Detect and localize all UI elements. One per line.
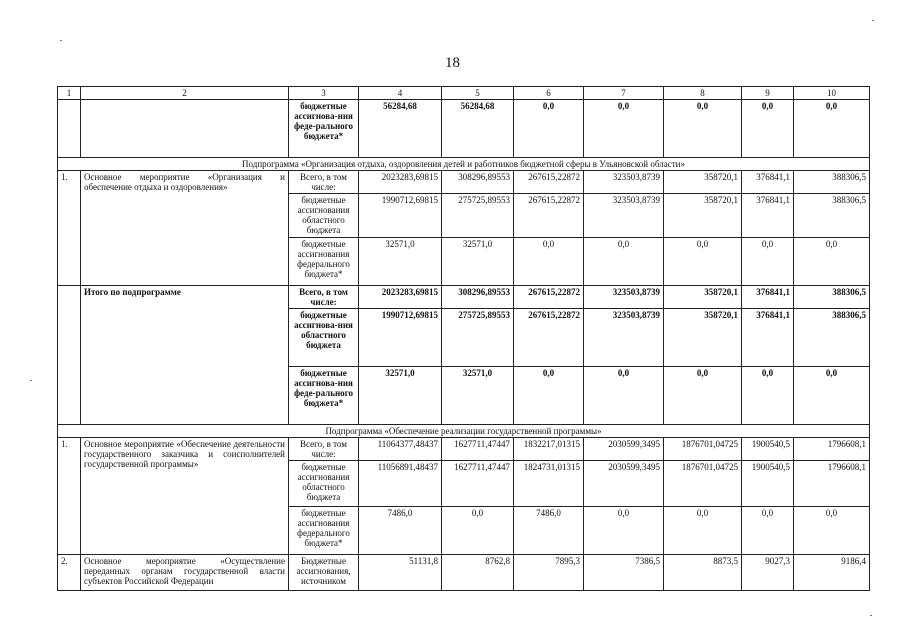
value-cell: 358720,1 xyxy=(664,171,742,194)
value-cell: 11064377,48437 xyxy=(359,438,442,461)
col-num: 9 xyxy=(742,87,794,100)
value-cell: 388306,5 xyxy=(794,194,870,238)
scan-speck xyxy=(872,20,874,21)
activity-name: Основное мероприятие «Организация и обеспечение отдыха и оздоровления» xyxy=(81,171,289,286)
value-cell: 267615,22872 xyxy=(514,194,584,238)
value-cell: 1900540,5 xyxy=(742,438,794,461)
table-row xyxy=(58,100,870,158)
value-cell: 1796608,1 xyxy=(794,438,870,461)
value-cell: 376841,1 xyxy=(742,171,794,194)
col-num: 3 xyxy=(289,87,359,100)
col-num: 4 xyxy=(359,87,442,100)
value-cell: 308296,89553 xyxy=(442,171,514,194)
value-cell: 1900540,5 xyxy=(742,461,794,507)
table-row xyxy=(58,438,870,461)
col-num: 6 xyxy=(514,87,584,100)
empty-cell xyxy=(58,286,81,425)
scan-speck xyxy=(870,615,872,616)
value-cell: 1876701,04725 xyxy=(664,461,742,507)
source-label: бюджетные ассигнования федерального бюджета* xyxy=(289,238,359,286)
subprogram-title: Подпрограмма «Обеспечение реализации государственной программы» xyxy=(58,425,870,438)
value-cell: 388306,5 xyxy=(794,171,870,194)
row-number: 2. xyxy=(58,555,81,591)
source-label: бюджетные ассигнования областного бюджета xyxy=(289,194,359,238)
value-cell: 0,0 xyxy=(794,238,870,286)
col-num: 5 xyxy=(442,87,514,100)
value-cell: 1876701,04725 xyxy=(664,438,742,461)
value-cell: 32571,0 xyxy=(359,238,442,286)
value-cell: 2030599,3495 xyxy=(584,461,664,507)
value-cell: 0,0 xyxy=(742,238,794,286)
value-cell: 358720,1 xyxy=(664,309,742,367)
value-cell: 1832217,01315 xyxy=(514,438,584,461)
value-cell: 0,0 xyxy=(442,507,514,555)
value-cell: 7895,3 xyxy=(514,555,584,591)
col-num: 8 xyxy=(664,87,742,100)
empty-cell xyxy=(58,100,81,158)
col-num: 7 xyxy=(584,87,664,100)
value-cell: 0,0 xyxy=(584,238,664,286)
value-cell: 1627711,47447 xyxy=(442,461,514,507)
value-cell: 358720,1 xyxy=(664,286,742,309)
value-cell: 0,0 xyxy=(514,100,584,158)
value-cell: 0,0 xyxy=(584,507,664,555)
value-cell: 376841,1 xyxy=(742,309,794,367)
value-cell: 51131,8 xyxy=(359,555,442,591)
source-label: бюджетные ассигнования федерального бюджета* xyxy=(289,507,359,555)
scan-speck xyxy=(60,40,62,41)
value-cell: 376841,1 xyxy=(742,194,794,238)
col-num: 1 xyxy=(58,87,81,100)
value-cell: 358720,1 xyxy=(664,194,742,238)
value-cell: 8873,5 xyxy=(664,555,742,591)
value-cell: 0,0 xyxy=(514,367,584,425)
subprogram-row xyxy=(58,158,870,171)
value-cell: 267615,22872 xyxy=(514,171,584,194)
value-cell: 0,0 xyxy=(514,238,584,286)
value-cell: 308296,89553 xyxy=(442,286,514,309)
value-cell: 9027,3 xyxy=(742,555,794,591)
value-cell: 1796608,1 xyxy=(794,461,870,507)
value-cell: 0,0 xyxy=(742,100,794,158)
col-num: 10 xyxy=(794,87,870,100)
value-cell: 1990712,69815 xyxy=(359,309,442,367)
value-cell: 7386,5 xyxy=(584,555,664,591)
value-cell: 0,0 xyxy=(794,507,870,555)
value-cell: 7486,0 xyxy=(514,507,584,555)
value-cell: 0,0 xyxy=(664,367,742,425)
budget-table xyxy=(57,86,870,591)
value-cell: 0,0 xyxy=(742,507,794,555)
value-cell: 0,0 xyxy=(794,100,870,158)
value-cell: 56284,68 xyxy=(442,100,514,158)
value-cell: 267615,22872 xyxy=(514,286,584,309)
value-cell: 0,0 xyxy=(584,367,664,425)
page-number: 18 xyxy=(445,55,460,71)
value-cell: 32571,0 xyxy=(442,367,514,425)
value-cell: 0,0 xyxy=(742,367,794,425)
value-cell: 1990712,69815 xyxy=(359,194,442,238)
value-cell: 0,0 xyxy=(794,367,870,425)
value-cell: 0,0 xyxy=(664,238,742,286)
value-cell: 32571,0 xyxy=(442,238,514,286)
value-cell: 2023283,69815 xyxy=(359,171,442,194)
value-cell: 323503,8739 xyxy=(584,194,664,238)
value-cell: 323503,8739 xyxy=(584,171,664,194)
value-cell: 275725,89553 xyxy=(442,309,514,367)
value-cell: 2030599,3495 xyxy=(584,438,664,461)
value-cell: 0,0 xyxy=(584,100,664,158)
table-row xyxy=(58,171,870,194)
row-number: 1. xyxy=(58,171,81,286)
empty-cell xyxy=(81,100,289,158)
value-cell: 0,0 xyxy=(664,100,742,158)
table-row xyxy=(58,286,870,309)
source-label: Всего, в том числе: xyxy=(289,286,359,309)
value-cell: 9186,4 xyxy=(794,555,870,591)
value-cell: 323503,8739 xyxy=(584,286,664,309)
col-num: 2 xyxy=(81,87,289,100)
value-cell: 1824731,01315 xyxy=(514,461,584,507)
activity-name: Основное мероприятие «Обеспечение деятельности государственного заказчика и соисполнителей государственной программы» xyxy=(81,438,289,555)
value-cell: 32571,0 xyxy=(359,367,442,425)
scan-speck xyxy=(30,380,32,381)
value-cell: 267615,22872 xyxy=(514,309,584,367)
source-label: бюджетные ассигнова-ния феде-рального бюджета* xyxy=(289,100,359,158)
value-cell: 56284,68 xyxy=(359,100,442,158)
source-label: Бюджетные ассигнования, источником xyxy=(289,555,359,591)
value-cell: 11056891,48437 xyxy=(359,461,442,507)
source-label: бюджетные ассигнова-ния феде-рального бюджета* xyxy=(289,367,359,425)
row-number: 1. xyxy=(58,438,81,555)
value-cell: 0,0 xyxy=(664,507,742,555)
source-label: бюджетные ассигнова-ния областного бюджета xyxy=(289,309,359,367)
value-cell: 275725,89553 xyxy=(442,194,514,238)
value-cell: 1627711,47447 xyxy=(442,438,514,461)
source-label: бюджетные ассигнования областного бюджета xyxy=(289,461,359,507)
subprogram-row xyxy=(58,425,870,438)
table-row xyxy=(58,555,870,591)
value-cell: 388306,5 xyxy=(794,309,870,367)
value-cell: 7486,0 xyxy=(359,507,442,555)
value-cell: 8762,8 xyxy=(442,555,514,591)
source-label: Всего, в том числе: xyxy=(289,438,359,461)
value-cell: 376841,1 xyxy=(742,286,794,309)
subtotal-name: Итого по подпрограмме xyxy=(81,286,289,425)
value-cell: 388306,5 xyxy=(794,286,870,309)
activity-name: Основное мероприятие «Осуществление переданных органам государственной власти субъектов Российской Федерации xyxy=(81,555,289,591)
column-number-row xyxy=(58,87,870,100)
value-cell: 323503,8739 xyxy=(584,309,664,367)
value-cell: 2023283,69815 xyxy=(359,286,442,309)
source-label: Всего, в том числе: xyxy=(289,171,359,194)
subprogram-title: Подпрограмма «Организация отдыха, оздоровления детей и работников бюджетной сферы в Ульяновской области» xyxy=(58,158,870,171)
